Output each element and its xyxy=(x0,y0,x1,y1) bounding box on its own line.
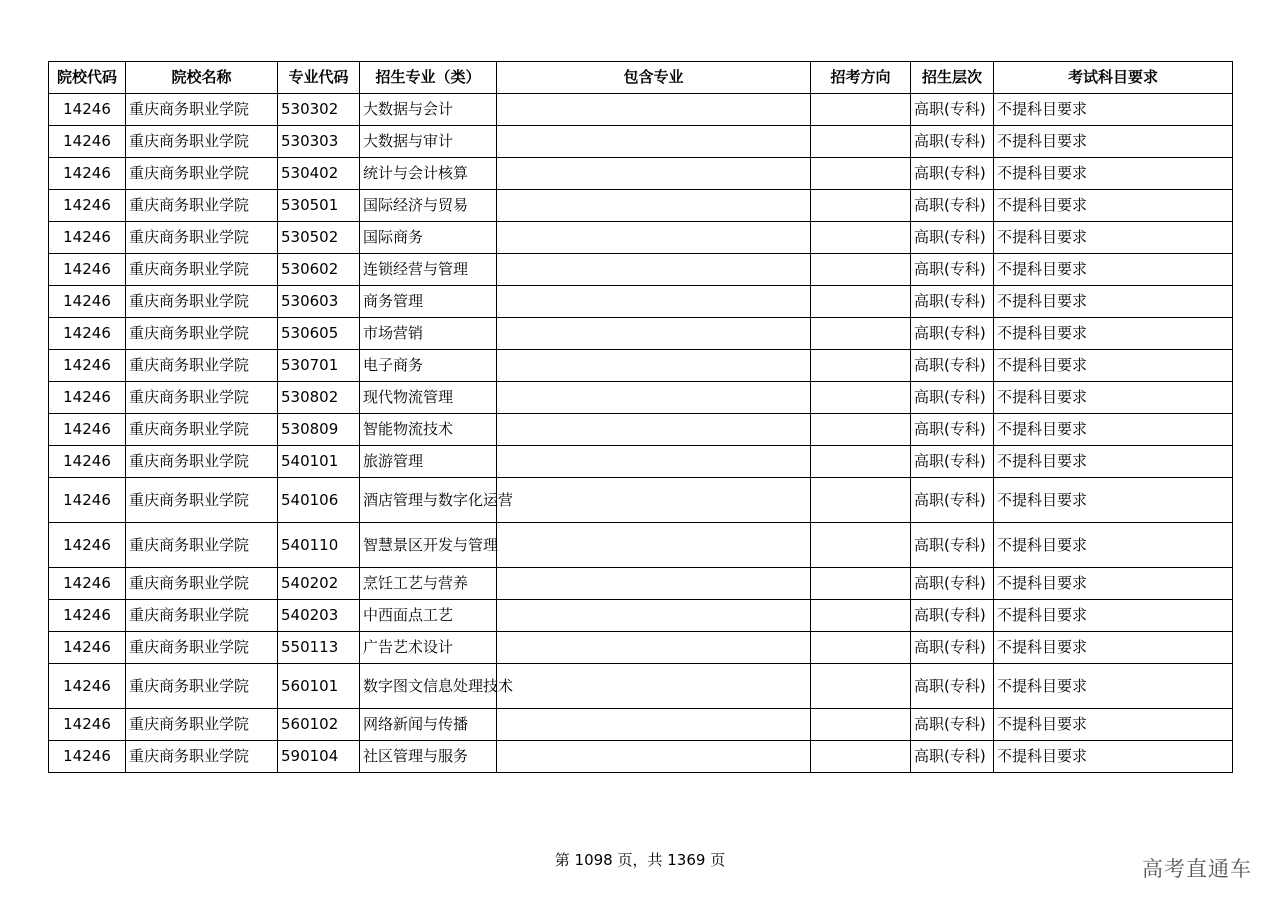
table-row xyxy=(49,350,1233,382)
table-row xyxy=(49,600,1233,632)
cell-school-code: 14246 xyxy=(49,254,126,286)
cell-school-name: 重庆商务职业学院 xyxy=(126,286,278,318)
cell-requirement: 不提科目要求 xyxy=(994,632,1233,664)
cell-level: 高职(专科) xyxy=(911,94,994,126)
cell-included-majors xyxy=(497,478,811,523)
table-row xyxy=(49,286,1233,318)
cell-school-name: 重庆商务职业学院 xyxy=(126,741,278,773)
cell-major: 烹饪工艺与营养 xyxy=(360,568,497,600)
cell-direction xyxy=(811,478,911,523)
cell-included-majors xyxy=(497,158,811,190)
cell-level: 高职(专科) xyxy=(911,741,994,773)
cell-level: 高职(专科) xyxy=(911,286,994,318)
cell-requirement: 不提科目要求 xyxy=(994,350,1233,382)
cell-included-majors xyxy=(497,446,811,478)
cell-level: 高职(专科) xyxy=(911,254,994,286)
cell-direction xyxy=(811,600,911,632)
cell-school-code: 14246 xyxy=(49,318,126,350)
cell-major: 国际商务 xyxy=(360,222,497,254)
cell-school-name: 重庆商务职业学院 xyxy=(126,382,278,414)
cell-major: 酒店管理与数字化运营 xyxy=(360,478,497,523)
cell-major-code: 530302 xyxy=(278,94,360,126)
cell-direction xyxy=(811,286,911,318)
cell-included-majors xyxy=(497,709,811,741)
cell-major: 社区管理与服务 xyxy=(360,741,497,773)
cell-level: 高职(专科) xyxy=(911,190,994,222)
table-body xyxy=(49,94,1233,773)
header-level: 招生层次 xyxy=(911,62,994,94)
header-major: 招生专业（类） xyxy=(360,62,497,94)
cell-major-code: 530303 xyxy=(278,126,360,158)
cell-direction xyxy=(811,254,911,286)
table-row xyxy=(49,478,1233,523)
cell-school-code: 14246 xyxy=(49,741,126,773)
table-row xyxy=(49,568,1233,600)
watermark: 高考直通车 xyxy=(1142,857,1252,881)
page-number: 第 1098 页，共 1369 页 xyxy=(554,851,726,869)
cell-requirement: 不提科目要求 xyxy=(994,94,1233,126)
cell-major-code: 590104 xyxy=(278,741,360,773)
cell-level: 高职(专科) xyxy=(911,126,994,158)
cell-school-code: 14246 xyxy=(49,709,126,741)
cell-school-name: 重庆商务职业学院 xyxy=(126,222,278,254)
cell-major-code: 540110 xyxy=(278,523,360,568)
cell-school-name: 重庆商务职业学院 xyxy=(126,190,278,222)
cell-major: 商务管理 xyxy=(360,286,497,318)
cell-major-code: 530602 xyxy=(278,254,360,286)
cell-included-majors xyxy=(497,382,811,414)
cell-included-majors xyxy=(497,414,811,446)
cell-requirement: 不提科目要求 xyxy=(994,126,1233,158)
cell-requirement: 不提科目要求 xyxy=(994,664,1233,709)
cell-school-code: 14246 xyxy=(49,286,126,318)
cell-school-name: 重庆商务职业学院 xyxy=(126,126,278,158)
cell-requirement: 不提科目要求 xyxy=(994,446,1233,478)
cell-major-code: 540202 xyxy=(278,568,360,600)
cell-level: 高职(专科) xyxy=(911,446,994,478)
cell-major: 智能物流技术 xyxy=(360,414,497,446)
cell-direction xyxy=(811,523,911,568)
cell-major-code: 550113 xyxy=(278,632,360,664)
cell-school-name: 重庆商务职业学院 xyxy=(126,414,278,446)
cell-included-majors xyxy=(497,632,811,664)
header-requirement: 考试科目要求 xyxy=(994,62,1233,94)
cell-included-majors xyxy=(497,222,811,254)
cell-school-name: 重庆商务职业学院 xyxy=(126,350,278,382)
table-row xyxy=(49,523,1233,568)
cell-school-name: 重庆商务职业学院 xyxy=(126,254,278,286)
cell-level: 高职(专科) xyxy=(911,664,994,709)
table-row xyxy=(49,382,1233,414)
cell-school-code: 14246 xyxy=(49,478,126,523)
cell-school-name: 重庆商务职业学院 xyxy=(126,318,278,350)
cell-included-majors xyxy=(497,568,811,600)
cell-included-majors xyxy=(497,523,811,568)
cell-school-code: 14246 xyxy=(49,600,126,632)
cell-school-code: 14246 xyxy=(49,568,126,600)
cell-school-name: 重庆商务职业学院 xyxy=(126,632,278,664)
cell-direction xyxy=(811,741,911,773)
cell-requirement: 不提科目要求 xyxy=(994,222,1233,254)
cell-included-majors xyxy=(497,741,811,773)
cell-included-majors xyxy=(497,600,811,632)
cell-requirement: 不提科目要求 xyxy=(994,414,1233,446)
cell-major-code: 560102 xyxy=(278,709,360,741)
cell-major: 大数据与审计 xyxy=(360,126,497,158)
cell-requirement: 不提科目要求 xyxy=(994,600,1233,632)
cell-school-name: 重庆商务职业学院 xyxy=(126,158,278,190)
cell-included-majors xyxy=(497,190,811,222)
cell-school-name: 重庆商务职业学院 xyxy=(126,664,278,709)
table-row xyxy=(49,414,1233,446)
cell-major: 电子商务 xyxy=(360,350,497,382)
cell-requirement: 不提科目要求 xyxy=(994,382,1233,414)
cell-school-code: 14246 xyxy=(49,414,126,446)
cell-requirement: 不提科目要求 xyxy=(994,523,1233,568)
table-row xyxy=(49,190,1233,222)
cell-major-code: 530603 xyxy=(278,286,360,318)
cell-school-code: 14246 xyxy=(49,126,126,158)
cell-major-code: 540106 xyxy=(278,478,360,523)
cell-school-code: 14246 xyxy=(49,382,126,414)
cell-requirement: 不提科目要求 xyxy=(994,709,1233,741)
cell-major-code: 560101 xyxy=(278,664,360,709)
cell-direction xyxy=(811,222,911,254)
cell-level: 高职(专科) xyxy=(911,414,994,446)
cell-major-code: 530402 xyxy=(278,158,360,190)
cell-major-code: 530809 xyxy=(278,414,360,446)
cell-direction xyxy=(811,414,911,446)
cell-major: 大数据与会计 xyxy=(360,94,497,126)
cell-direction xyxy=(811,94,911,126)
cell-direction xyxy=(811,709,911,741)
table-header-row xyxy=(49,62,1233,94)
cell-requirement: 不提科目要求 xyxy=(994,158,1233,190)
cell-major: 连锁经营与管理 xyxy=(360,254,497,286)
cell-school-name: 重庆商务职业学院 xyxy=(126,94,278,126)
cell-major: 智慧景区开发与管理 xyxy=(360,523,497,568)
cell-requirement: 不提科目要求 xyxy=(994,478,1233,523)
cell-major: 统计与会计核算 xyxy=(360,158,497,190)
cell-level: 高职(专科) xyxy=(911,350,994,382)
cell-level: 高职(专科) xyxy=(911,222,994,254)
table-row xyxy=(49,664,1233,709)
cell-level: 高职(专科) xyxy=(911,158,994,190)
cell-requirement: 不提科目要求 xyxy=(994,254,1233,286)
cell-school-code: 14246 xyxy=(49,523,126,568)
cell-major-code: 530501 xyxy=(278,190,360,222)
cell-major: 国际经济与贸易 xyxy=(360,190,497,222)
cell-requirement: 不提科目要求 xyxy=(994,568,1233,600)
cell-level: 高职(专科) xyxy=(911,568,994,600)
cell-level: 高职(专科) xyxy=(911,318,994,350)
header-school-name: 院校名称 xyxy=(126,62,278,94)
cell-major: 旅游管理 xyxy=(360,446,497,478)
cell-major-code: 530701 xyxy=(278,350,360,382)
cell-level: 高职(专科) xyxy=(911,382,994,414)
cell-major-code: 530605 xyxy=(278,318,360,350)
cell-major: 中西面点工艺 xyxy=(360,600,497,632)
cell-level: 高职(专科) xyxy=(911,478,994,523)
cell-included-majors xyxy=(497,286,811,318)
table-row xyxy=(49,709,1233,741)
cell-level: 高职(专科) xyxy=(911,632,994,664)
cell-level: 高职(专科) xyxy=(911,523,994,568)
table-row xyxy=(49,222,1233,254)
cell-school-code: 14246 xyxy=(49,94,126,126)
cell-requirement: 不提科目要求 xyxy=(994,741,1233,773)
cell-direction xyxy=(811,664,911,709)
cell-included-majors xyxy=(497,94,811,126)
cell-school-name: 重庆商务职业学院 xyxy=(126,600,278,632)
cell-direction xyxy=(811,318,911,350)
cell-major: 数字图文信息处理技术 xyxy=(360,664,497,709)
cell-direction xyxy=(811,382,911,414)
cell-major-code: 540203 xyxy=(278,600,360,632)
cell-school-code: 14246 xyxy=(49,158,126,190)
cell-requirement: 不提科目要求 xyxy=(994,190,1233,222)
cell-major-code: 530802 xyxy=(278,382,360,414)
cell-level: 高职(专科) xyxy=(911,600,994,632)
cell-major: 市场营销 xyxy=(360,318,497,350)
cell-included-majors xyxy=(497,350,811,382)
cell-major-code: 540101 xyxy=(278,446,360,478)
table-row xyxy=(49,158,1233,190)
cell-direction xyxy=(811,190,911,222)
cell-school-name: 重庆商务职业学院 xyxy=(126,709,278,741)
admissions-table xyxy=(48,61,1233,773)
cell-school-name: 重庆商务职业学院 xyxy=(126,478,278,523)
cell-school-code: 14246 xyxy=(49,446,126,478)
cell-school-name: 重庆商务职业学院 xyxy=(126,446,278,478)
cell-level: 高职(专科) xyxy=(911,709,994,741)
cell-direction xyxy=(811,126,911,158)
cell-school-code: 14246 xyxy=(49,222,126,254)
cell-school-name: 重庆商务职业学院 xyxy=(126,523,278,568)
header-major-code: 专业代码 xyxy=(278,62,360,94)
cell-requirement: 不提科目要求 xyxy=(994,286,1233,318)
cell-included-majors xyxy=(497,126,811,158)
cell-school-code: 14246 xyxy=(49,190,126,222)
table-row xyxy=(49,94,1233,126)
cell-direction xyxy=(811,568,911,600)
cell-included-majors xyxy=(497,318,811,350)
cell-school-code: 14246 xyxy=(49,664,126,709)
cell-direction xyxy=(811,632,911,664)
cell-major-code: 530502 xyxy=(278,222,360,254)
header-included-majors: 包含专业 xyxy=(497,62,811,94)
cell-major: 广告艺术设计 xyxy=(360,632,497,664)
cell-included-majors xyxy=(497,254,811,286)
cell-school-code: 14246 xyxy=(49,632,126,664)
table-row xyxy=(49,318,1233,350)
cell-school-code: 14246 xyxy=(49,350,126,382)
cell-direction xyxy=(811,158,911,190)
header-direction: 招考方向 xyxy=(811,62,911,94)
cell-school-name: 重庆商务职业学院 xyxy=(126,568,278,600)
cell-major: 现代物流管理 xyxy=(360,382,497,414)
header-school-code: 院校代码 xyxy=(49,62,126,94)
cell-requirement: 不提科目要求 xyxy=(994,318,1233,350)
cell-direction xyxy=(811,446,911,478)
table-row xyxy=(49,632,1233,664)
cell-major: 网络新闻与传播 xyxy=(360,709,497,741)
cell-included-majors xyxy=(497,664,811,709)
table-row xyxy=(49,126,1233,158)
table-row xyxy=(49,446,1233,478)
cell-direction xyxy=(811,350,911,382)
table-row xyxy=(49,741,1233,773)
table-row xyxy=(49,254,1233,286)
